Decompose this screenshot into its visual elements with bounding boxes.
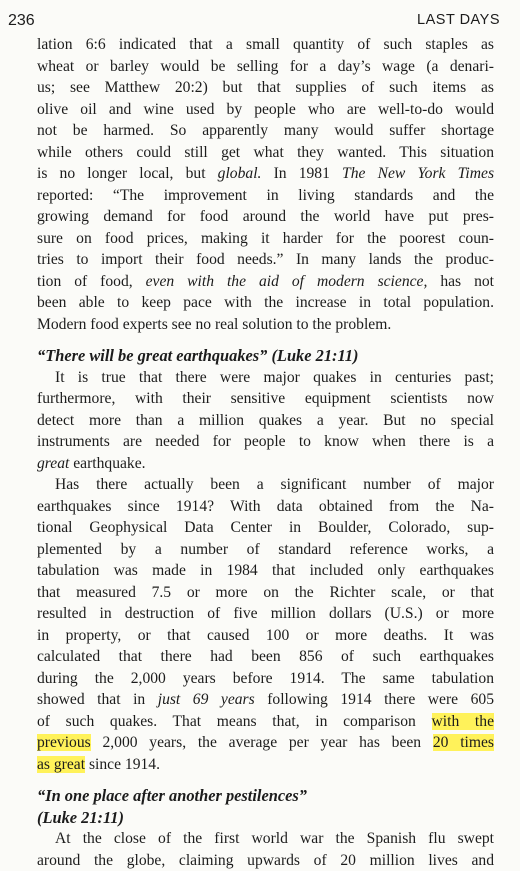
text-line: tabulation was made in 1984 that included only earthquakes	[37, 560, 494, 582]
text-run: tion of food,	[37, 273, 146, 290]
text-line: not be harmed. So apparently many would suffer shortage	[37, 120, 494, 142]
text-run: following 1914 there were 605	[255, 691, 494, 708]
section-heading-pestilences: “In one place after another pestilences”	[37, 785, 494, 807]
text-line: olive oil and wine used by people who are well-to-do would	[37, 99, 494, 121]
page-body	[37, 34, 494, 871]
italic-text: global.	[218, 165, 262, 182]
italic-text: great	[37, 455, 69, 472]
highlighted-text: 20 times	[433, 734, 494, 751]
italic-text: even with the aid of modern science,	[146, 273, 428, 290]
spacer	[37, 335, 494, 345]
text-run: earthquake.	[69, 455, 145, 472]
text-run: since 1914.	[85, 756, 160, 773]
text-line: calculated that there had been 856 of such earthquakes	[37, 646, 494, 668]
text-line: in property, or that caused 100 or more deaths. It was	[37, 625, 494, 647]
section-heading-earthquakes: “There will be great earthquakes” (Luke 21:11)	[37, 345, 494, 367]
italic-text: The New York Times	[342, 165, 494, 182]
text-line	[37, 754, 494, 776]
text-run: of such quakes. That means that, in comparison	[37, 713, 432, 730]
text-line: been able to keep pace with the increase in total population.	[37, 292, 494, 314]
text-line: detect more than a million quakes a year. But no special	[37, 410, 494, 432]
text-line: tional Geophysical Data Center in Boulder, Colorado, sup-	[37, 517, 494, 539]
text-line: At the close of the first world war the Spanish flu swept	[37, 828, 494, 850]
text-line: that measured 7.5 or more on the Richter scale, or that	[37, 582, 494, 604]
text-line: Modern food experts see no real solution to the problem.	[37, 314, 494, 336]
text-line: earthquakes since 1914? With data obtained from the Na-	[37, 496, 494, 518]
paragraph-quakes-data	[37, 474, 494, 775]
text-line: growing demand for food around the world have put pres-	[37, 206, 494, 228]
text-line	[37, 689, 494, 711]
text-line: while others could still get what they wanted. This situation	[37, 142, 494, 164]
text-line: lation 6:6 indicated that a small quantity of such staples as	[37, 34, 494, 56]
text-line: resulted in destruction of five million dollars (U.S.) or more	[37, 603, 494, 625]
text-line: during the 2,000 years before 1914. The same tabulation	[37, 668, 494, 690]
text-line: sure on food prices, making it harder for the poorest coun-	[37, 228, 494, 250]
text-run: 2,000 years, the average per year has been	[91, 734, 433, 751]
text-run: is no longer local, but	[37, 165, 218, 182]
paragraph-food	[37, 34, 494, 335]
text-line	[37, 271, 494, 293]
text-line: furthermore, with their sensitive equipment scientists now	[37, 388, 494, 410]
text-line	[37, 732, 494, 754]
paragraph-quakes-intro	[37, 367, 494, 475]
highlighted-text: with the	[432, 713, 494, 730]
text-line: Has there actually been a significant number of major	[37, 474, 494, 496]
text-line: around the globe, claiming upwards of 20 million lives and	[37, 850, 494, 871]
highlighted-text: as great	[37, 756, 85, 773]
text-line: tries to import their food needs.” In many lands the produc-	[37, 249, 494, 271]
page-header	[8, 8, 500, 34]
text-line	[37, 453, 494, 475]
section-heading-pestilences-ref: (Luke 21:11)	[37, 807, 494, 829]
text-line: reported: “The improvement in living standards and the	[37, 185, 494, 207]
italic-text: just 69 years	[158, 691, 255, 708]
spacer	[37, 775, 494, 785]
text-run: In 1981	[261, 165, 342, 182]
running-head: LAST DAYS	[417, 12, 500, 28]
text-run: showed that in	[37, 691, 158, 708]
text-line: instruments are needed for people to know when there is a	[37, 431, 494, 453]
text-run: has not	[427, 273, 494, 290]
text-line: plemented by a number of standard reference works, a	[37, 539, 494, 561]
text-line: It is true that there were major quakes in centuries past;	[37, 367, 494, 389]
page-number: 236	[8, 12, 35, 30]
text-line: us; see Matthew 20:2) but that supplies of such items as	[37, 77, 494, 99]
text-line: wheat or barley would be selling for a day’s wage (a denari-	[37, 56, 494, 78]
text-line	[37, 711, 494, 733]
text-line	[37, 163, 494, 185]
highlighted-text: previous	[37, 734, 91, 751]
paragraph-flu	[37, 828, 494, 871]
